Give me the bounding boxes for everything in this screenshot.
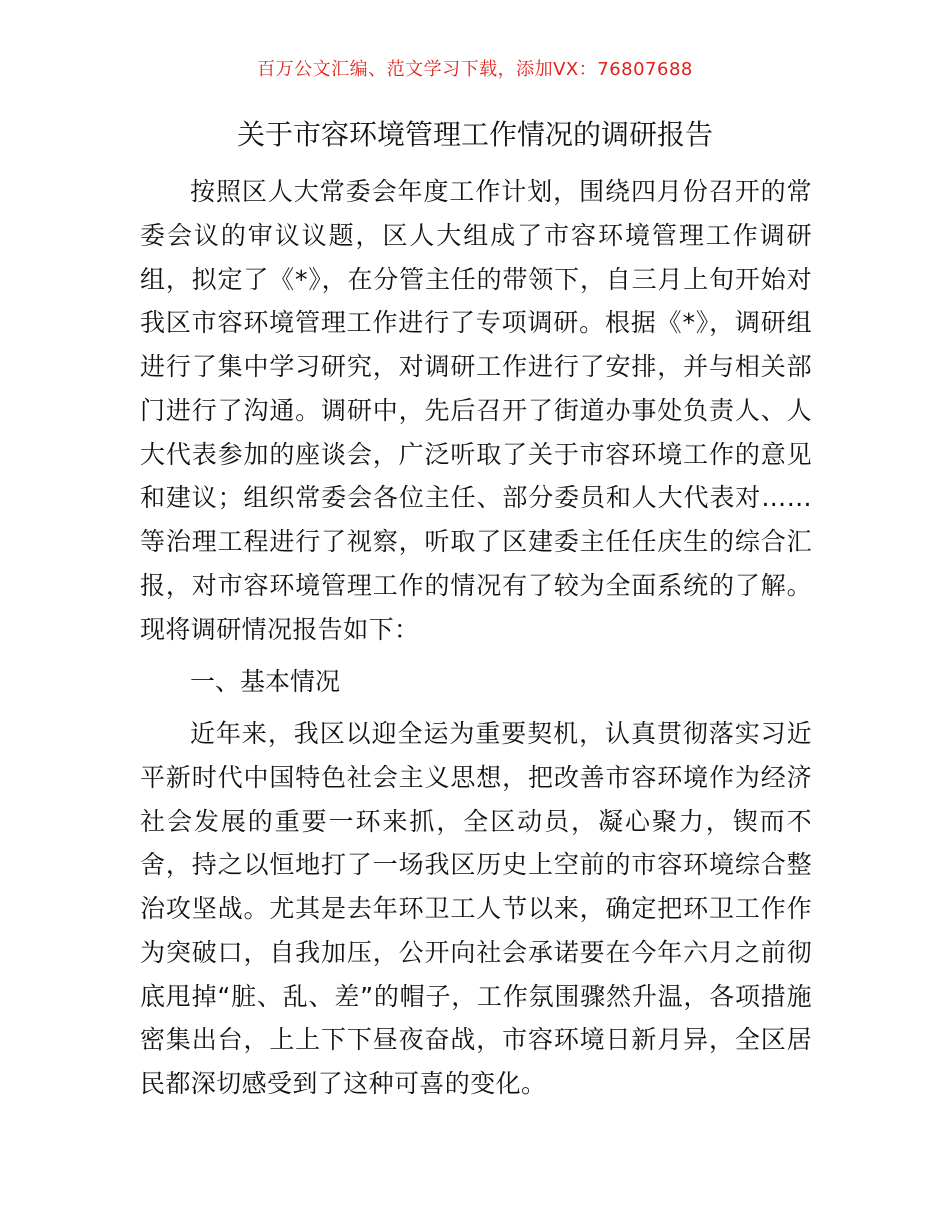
section-paragraph-basic-situation: 近年来，我区以迎全运为重要契机，认真贯彻落实习近平新时代中国特色社会主义思想，把改善市容环境作为经济社会发展的重要一环来抓，全区动员，凝心聚力，锲而不舍，持之以恒地打了一场我区历史上空前的市容环境综合整治攻坚战。尤其是去年环卫工人节以来，确定把环卫工作作为突破口，自我加压，公开向社会承诺要在今年六月之前彻底甩掉“脏、乱、差”的帽子，工作氛围骤然升温，各项措施密集出台，上上下下昼夜奋战，市容环境日新月异，全区居民都深切感受到了这种可喜的变化。 [140,719,812,1098]
watermark-banner: 百万公文汇编、范文学习下载，添加VX：76807688 [257,59,693,80]
intro-paragraph: 按照区人大常委会年度工作计划，围绕四月份召开的常委会议的审议议题，区人大组成了市容环境管理工作调研组，拟定了《*》，在分管主任的带领下，自三月上旬开始对我区市容环境管理工作进行了专项调研。根据《*》，调研组进行了集中学习研究，对调研工作进行了安排，并与相关部门进行了沟通。调研中，先后召开了街道办事处负责人、人大代表参加的座谈会，广泛听取了关于市容环境工作的意见和建议；组织常委会各位主任、部分委员和人大代表对……等治理工程进行了视察，听取了区建委主任任庆生的综合汇报，对市容环境管理工作的情况有了较为全面系统的了解。现将调研情况报告如下： [140,177,812,644]
section-heading-basic-situation: 一、基本情况 [190,667,341,697]
document-body [140,170,812,1106]
document-title: 关于市容环境管理工作情况的调研报告 [236,118,713,151]
